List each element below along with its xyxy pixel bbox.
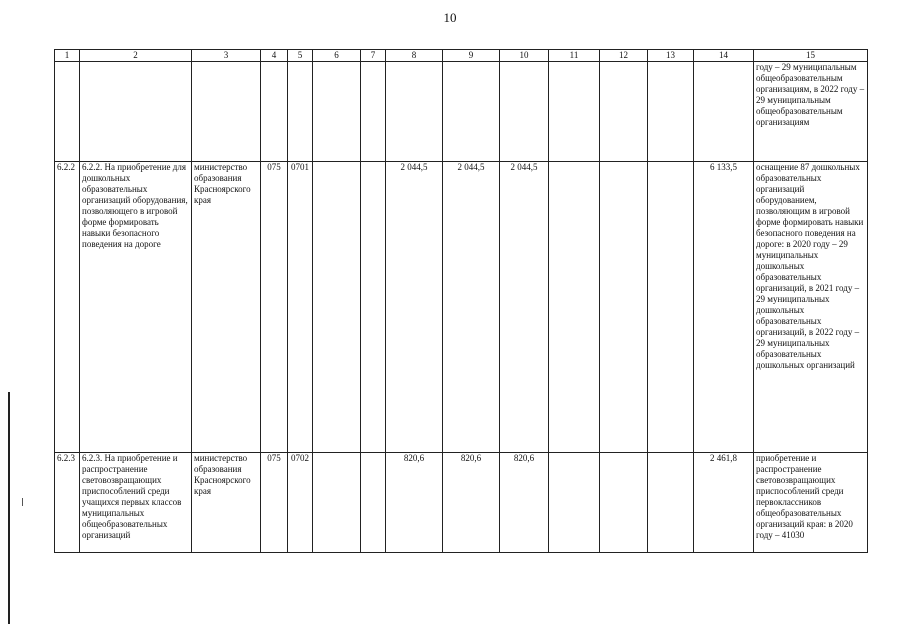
amount-2021-cell [443,62,500,162]
item-number-cell [55,62,80,162]
amount-2021-cell: 2 044,5 [443,162,500,453]
amount-2020-cell: 820,6 [386,453,443,553]
column-header-10: 10 [500,50,549,62]
column-header-15: 15 [754,50,868,62]
column-header-9: 9 [443,50,500,62]
amount-2022-cell: 820,6 [500,453,549,553]
column-header-7: 7 [361,50,386,62]
administrator-cell [192,62,261,162]
col-11-cell [549,453,600,553]
table-row [55,162,868,453]
administrator-cell: министерство образования Красноярского края [192,162,261,453]
col-13-cell [648,162,694,453]
column-header-8: 8 [386,50,443,62]
column-header-5: 5 [288,50,313,62]
col-11-cell [549,162,600,453]
scan-mark [22,498,23,506]
table-row [55,62,868,162]
program-table [54,49,868,553]
total-amount-cell [694,62,754,162]
col-12-cell [600,62,648,162]
item-number-cell: 6.2.3 [55,453,80,553]
expense-type-code-cell [361,453,386,553]
col-11-cell [549,62,600,162]
column-header-14: 14 [694,50,754,62]
column-number-row [55,50,868,62]
scan-edge-line [8,392,10,624]
total-amount-cell: 6 133,5 [694,162,754,453]
col-12-cell [600,162,648,453]
grbs-code-cell [261,62,288,162]
col-12-cell [600,453,648,553]
expense-type-code-cell [361,62,386,162]
col-13-cell [648,453,694,553]
column-header-13: 13 [648,50,694,62]
column-header-12: 12 [600,50,648,62]
measure-name-cell: 6.2.2. На приобретение для дошкольных образовательных организаций оборудования, позволяющего в игровой форме формировать навыки безопасного поведения на дороге [80,162,192,453]
target-code-cell [313,62,361,162]
expected-result-cell: году – 29 муниципальным общеобразовательным организациям, в 2022 году – 29 муниципальным общеобразовательным организациям [754,62,868,162]
table-row [55,453,868,553]
expected-result-cell: приобретение и распространение световозвращающих приспособлений среди первоклассников общеобразовательных организаций края: в 2020 году – 41030 [754,453,868,553]
item-number-cell: 6.2.2 [55,162,80,453]
amount-2021-cell: 820,6 [443,453,500,553]
target-code-cell [313,162,361,453]
target-code-cell [313,453,361,553]
section-code-cell: 0702 [288,453,313,553]
administrator-cell: министерство образования Красноярского края [192,453,261,553]
amount-2020-cell [386,62,443,162]
measure-name-cell [80,62,192,162]
col-13-cell [648,62,694,162]
total-amount-cell: 2 461,8 [694,453,754,553]
column-header-6: 6 [313,50,361,62]
amount-2022-cell: 2 044,5 [500,162,549,453]
page-number: 10 [443,10,457,25]
grbs-code-cell: 075 [261,162,288,453]
section-code-cell: 0701 [288,162,313,453]
column-header-3: 3 [192,50,261,62]
expected-result-cell: оснащение 87 дошкольных образовательных организаций оборудованием, позволяющим в игровой форме формировать навыки безопасного поведения на дороге: в 2020 году – 29 муниципальных дошкольных образовательных организаций, в 2021 году – 29 муниципальных дошкольных образовательных организаций, в 2022 году – 29 муниципальных образовательных дошкольных организаций [754,162,868,453]
section-code-cell [288,62,313,162]
column-header-1: 1 [55,50,80,62]
expense-type-code-cell [361,162,386,453]
column-header-11: 11 [549,50,600,62]
amount-2022-cell [500,62,549,162]
amount-2020-cell: 2 044,5 [386,162,443,453]
column-header-4: 4 [261,50,288,62]
measure-name-cell: 6.2.3. На приобретение и распространение световозвращающих приспособлений среди учащихся первых классов муниципальных общеобразовательных организаций [80,453,192,553]
grbs-code-cell: 075 [261,453,288,553]
column-header-2: 2 [80,50,192,62]
